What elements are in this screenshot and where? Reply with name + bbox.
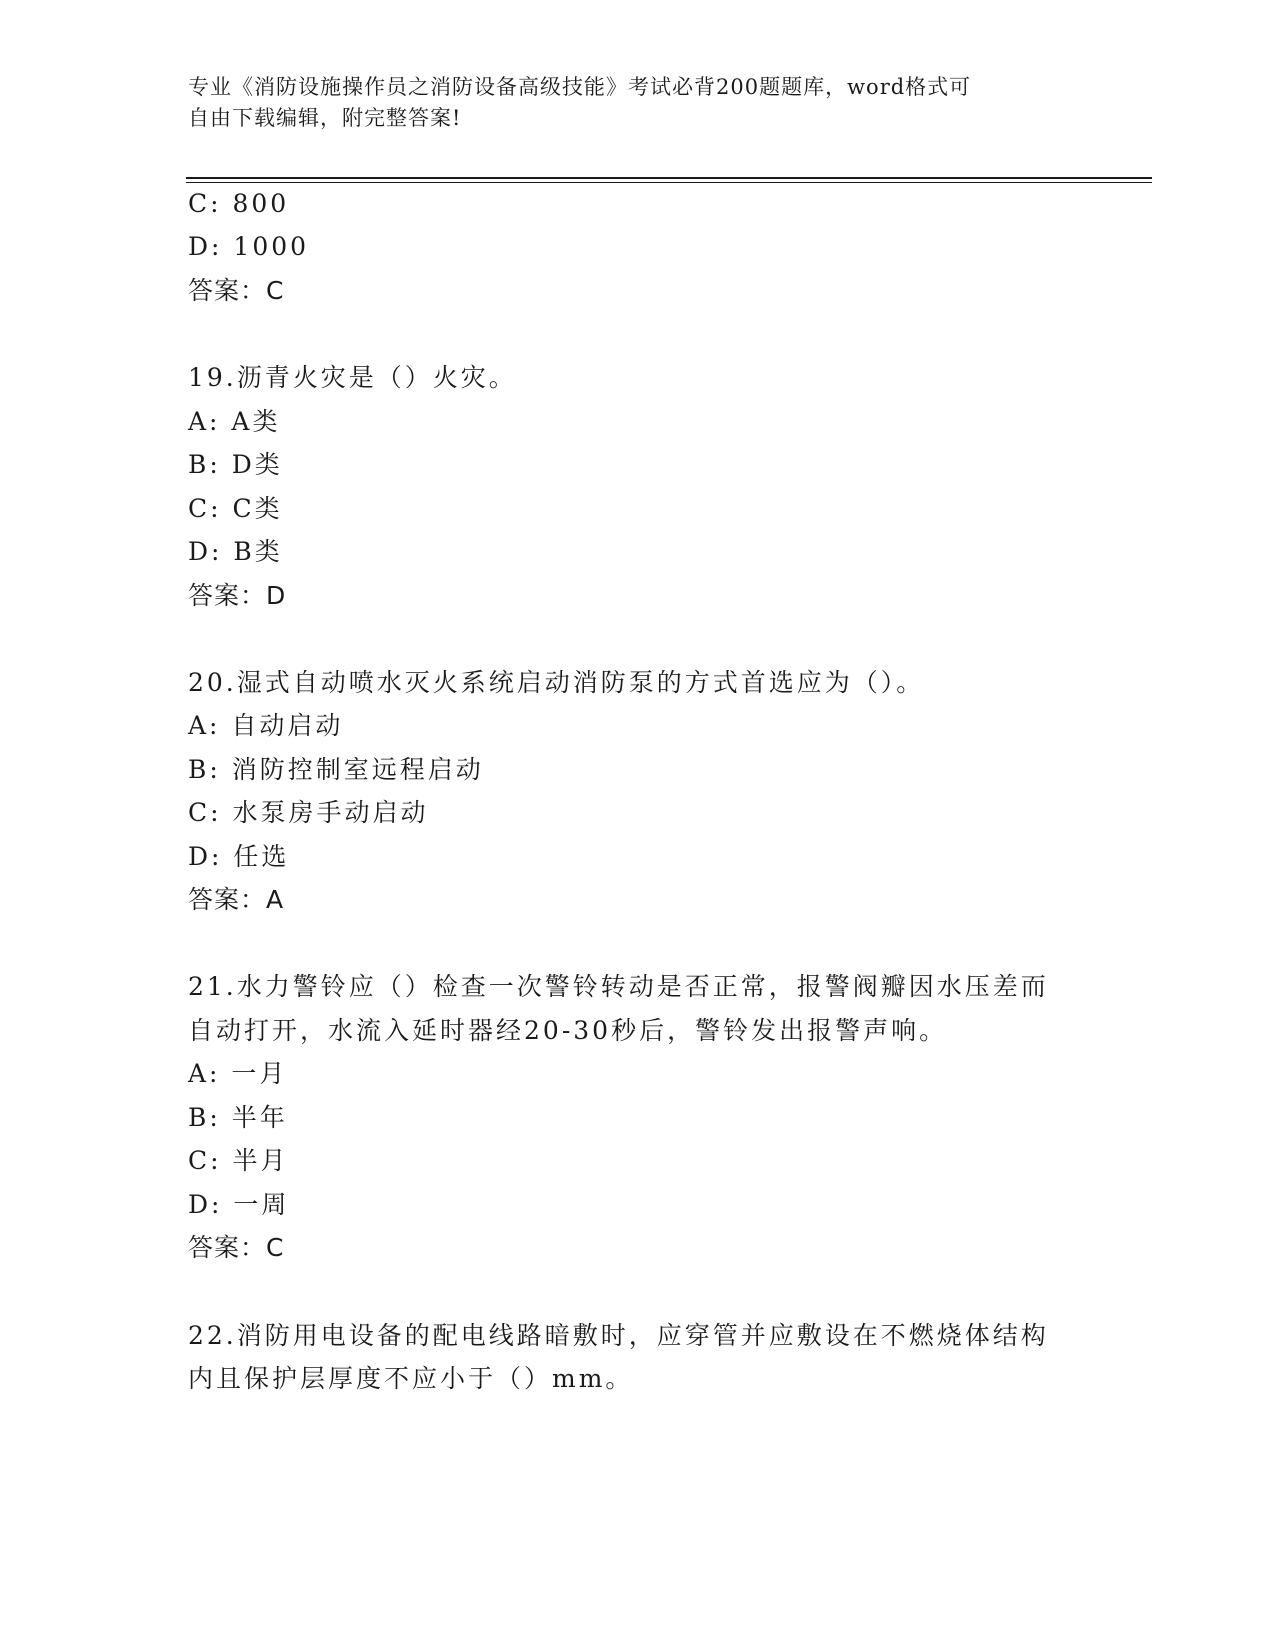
q19-option-c: C: C类 [188,494,283,523]
header-rule-thick [186,177,1152,179]
q21-option-a: A: 一月 [188,1059,288,1088]
q20-answer: 答案：A [188,885,285,914]
q21-stem-line-2: 自动打开，水流入延时器经20-30秒后，警铃发出报警声响。 [188,1016,948,1045]
q22-stem-line-1: 22.消防用电设备的配电线路暗敷时，应穿管并应敷设在不燃烧体结构 [188,1321,1049,1350]
q21-option-c: C: 半月 [188,1146,289,1175]
q20-option-b: B: 消防控制室远程启动 [188,755,484,784]
q18-option-c: C: 800 [188,189,290,218]
header-title-line-2: 自由下载编辑，附完整答案! [188,106,462,130]
q18-option-d: D: 1000 [188,232,310,261]
q21-option-b: B: 半年 [188,1103,288,1132]
q21-stem-line-1: 21.水力警铃应（）检查一次警铃转动是否正常，报警阀瓣因水压差而 [188,972,1049,1001]
q22-stem-line-2: 内且保护层厚度不应小于（）mm。 [188,1364,634,1393]
q19-option-d: D: B类 [188,537,283,566]
q19-option-a: A: A类 [188,407,281,436]
document-header [188,72,1068,134]
q20-option-d: D: 任选 [188,842,290,871]
q21-answer: 答案：C [188,1233,285,1262]
header-title-line-1: 专业《消防设施操作员之消防设备高级技能》考试必背200题题库，word格式可 [188,75,972,99]
q18-answer: 答案：C [188,276,285,305]
q20-stem: 20.湿式自动喷水灭火系统启动消防泵的方式首选应为（）。 [188,668,925,697]
q20-option-c: C: 水泵房手动启动 [188,798,429,827]
q19-stem: 19.沥青火灾是（）火灾。 [188,363,517,392]
q19-answer: 答案：D [188,581,287,610]
q19-option-b: B: D类 [188,450,283,479]
q20-option-a: A: 自动启动 [188,711,344,740]
header-rule-thin [186,182,1152,183]
q21-option-d: D: 一周 [188,1190,290,1219]
